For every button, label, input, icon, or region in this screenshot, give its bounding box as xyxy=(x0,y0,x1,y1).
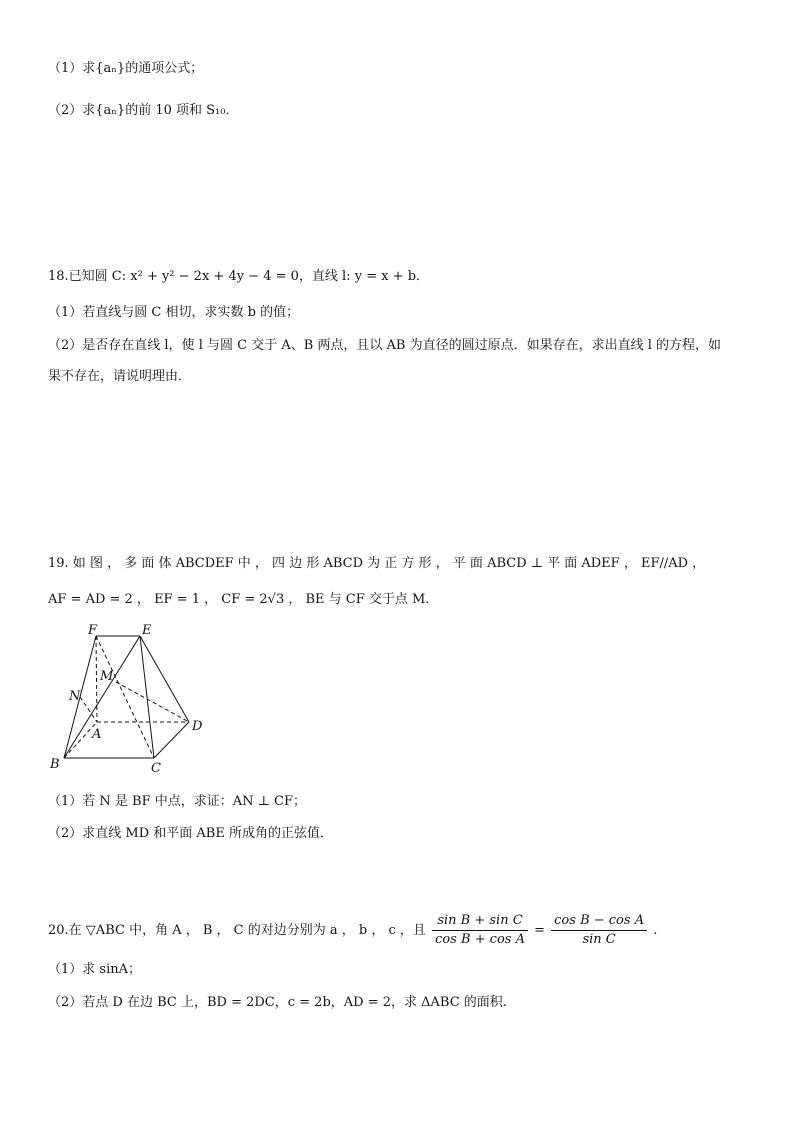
edge-ED xyxy=(140,636,189,722)
q19-part1: （1）若 N 是 BF 中点，求证：AN ⊥ CF； xyxy=(48,794,306,809)
label-N: N xyxy=(69,689,81,704)
label-B: B xyxy=(50,757,60,772)
label-D: D xyxy=(192,719,203,734)
q20-fraction-right xyxy=(551,912,647,949)
q19-part2: （2）求直线 MD 和平面 ABE 所成角的正弦值． xyxy=(48,826,333,841)
q20-frac2-numerator: cos B − cos A xyxy=(551,912,647,931)
q19-stem-line2: AF = AD = 2 ， EF = 1 ， CF = 2√3 ， BE 与 CF 交于点 M． xyxy=(48,592,439,607)
label-A: A xyxy=(92,727,102,742)
q20-part1: （1）求 sinA； xyxy=(48,962,141,977)
q20-fraction-left xyxy=(432,912,528,949)
q20-stem-end: . xyxy=(653,923,658,938)
q19-stem-line1: 19. 如 图 ， 多 面 体 ABCDEF 中 ， 四 边 形 ABCD 为 正 方 形 ， 平 面 ABCD ⊥ 平 面 ADEF ， EF//AD ， xyxy=(48,556,706,571)
q20-frac1-denominator: cos B + cos A xyxy=(435,932,525,947)
q20-frac2-denominator: sin C xyxy=(582,932,616,947)
label-F: F xyxy=(88,623,98,638)
q20-stem xyxy=(48,912,657,950)
q18-part2-line1: （2）是否存在直线 l，使 l 与圆 C 交于 A、B 两点，且以 AB 为直径的圆过原点．如果存在，求出直线 l 的方程，如 xyxy=(48,338,722,353)
q17-part1: （1）求{aₙ}的通项公式； xyxy=(48,61,204,76)
q18-part2-line2: 果不存在，请说明理由． xyxy=(48,369,192,384)
q20-part2: （2）若点 D 在边 BC 上，BD = 2DC，c = 2b，AD = 2，求 ΔABC 的面积. xyxy=(48,995,507,1010)
q18-stem: 18.已知圆 C: x² + y² − 2x + 4y − 4 = 0，直线 l: y = x + b． xyxy=(48,269,430,284)
label-E: E xyxy=(142,623,152,638)
q20-equals: = xyxy=(534,923,546,938)
edge-FC xyxy=(96,636,154,758)
q18-part1: （1）若直线与圆 C 相切，求实数 b 的值； xyxy=(48,305,300,320)
label-C: C xyxy=(151,761,161,776)
q20-stem-prefix: 20.在 ▽ABC 中，角 A ， B ， C 的对边分别为 a ， b ， c ，且 xyxy=(48,923,426,938)
polyhedron-figure xyxy=(48,622,218,777)
edge-CD xyxy=(154,722,189,758)
edge-EC xyxy=(140,636,154,758)
label-M: M xyxy=(100,669,114,684)
edge-FA xyxy=(96,636,97,722)
q20-frac1-numerator: sin B + sin C xyxy=(432,912,528,931)
q17-part2: （2）求{aₙ}的前 10 项和 S₁₀． xyxy=(48,103,239,118)
